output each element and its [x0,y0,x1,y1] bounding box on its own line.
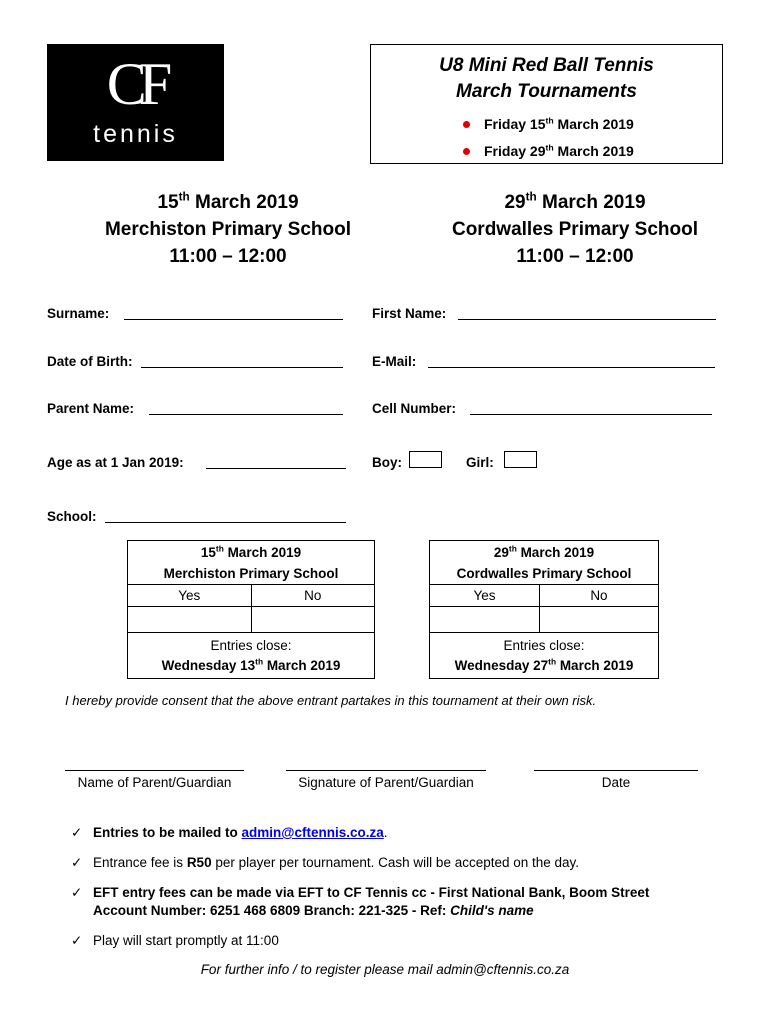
signature-label: Signature of Parent/Guardian [298,775,474,790]
date-label: Date [601,775,631,790]
school-label: School: [47,509,97,524]
check-icon: ✓ [71,825,83,840]
tournament-date-item: Friday 29th March 2019 [463,138,722,165]
girl-checkbox[interactable] [504,451,537,468]
signature-line[interactable] [286,770,486,771]
date-line[interactable] [534,770,698,771]
consent-statement: I hereby provide consent that the above entrant partakes in this tournament at their own risk. [65,693,597,708]
yes-header: Yes [430,585,540,607]
parent-name-label: Parent Name: [47,401,135,416]
first-name-label: First Name: [372,306,447,321]
note-entrance-fee: ✓ Entrance fee is R50 per player per tournament. Cash will be accepted on the day. [71,855,580,870]
footer-info: For further info / to register please mail admin@cftennis.co.za [200,962,570,977]
admin-email-link[interactable]: admin@cftennis.co.za [241,825,384,840]
no-header: No [539,585,658,607]
cell-number-label: Cell Number: [372,401,457,416]
email-field[interactable] [428,367,715,368]
check-icon: ✓ [71,855,83,870]
entry-table-cordwalles: 29th March 2019 Cordwalles Primary School Yes No Entries close: Wednesday 27th March 2019 [429,540,659,679]
logo-mark: CF [106,51,165,117]
entry-table-merchiston: 15th March 2019 Merchiston Primary School Yes No Entries close: Wednesday 13th March 2019 [127,540,375,679]
age-label: Age as at 1 Jan 2019: [47,455,184,470]
check-icon: ✓ [71,885,83,900]
age-field[interactable] [206,468,346,469]
first-name-field[interactable] [458,319,716,320]
entries-close-cell: Entries close: Wednesday 27th March 2019 [430,633,659,679]
name-of-parent-line[interactable] [65,770,244,771]
no-cell[interactable] [251,607,375,633]
cf-tennis-logo [47,44,224,161]
girl-label: Girl: [466,455,494,470]
school-field[interactable] [105,522,346,523]
email-label: E-Mail: [372,354,417,369]
note-mail-entries: ✓ Entries to be mailed to admin@cftennis.co.za. [71,825,388,840]
tournament-date-item: Friday 15th March 2019 [463,111,722,138]
header-title: U8 Mini Red Ball Tennis March Tournaments [439,55,654,102]
note-eft-details: ✓ EFT entry fees can be made via EFT to CF Tennis cc - First National Bank, Boom Street Account Number: 6251 468 6809 Branch: 221-325 - Ref: Child's name [71,885,650,918]
surname-field[interactable] [124,319,343,320]
logo-word: tennis [93,120,178,148]
tournament-dates-list [463,111,722,165]
dob-label: Date of Birth: [47,354,133,369]
note-start-time: ✓ Play will start promptly at 11:00 [71,933,279,948]
check-icon: ✓ [71,933,83,948]
yes-cell[interactable] [430,607,540,633]
yes-cell[interactable] [128,607,252,633]
surname-label: Surname: [47,306,110,321]
no-header: No [251,585,375,607]
name-of-parent-label: Name of Parent/Guardian [77,775,232,790]
event-heading-cordwalles: 29th March 2019 Cordwalles Primary School 11:00 – 12:00 [451,190,699,267]
boy-checkbox[interactable] [409,451,442,468]
tournament-header-box [370,44,723,164]
dob-field[interactable] [141,367,343,368]
entries-close-cell: Entries close: Wednesday 13th March 2019 [128,633,375,679]
red-bullet-icon [463,148,470,155]
yes-header: Yes [128,585,252,607]
event-heading-merchiston: 15th March 2019 Merchiston Primary School 11:00 – 12:00 [104,190,351,267]
boy-label: Boy: [372,455,402,470]
cell-number-field[interactable] [470,414,712,415]
red-bullet-icon [463,121,470,128]
no-cell[interactable] [539,607,658,633]
parent-name-field[interactable] [149,414,343,415]
